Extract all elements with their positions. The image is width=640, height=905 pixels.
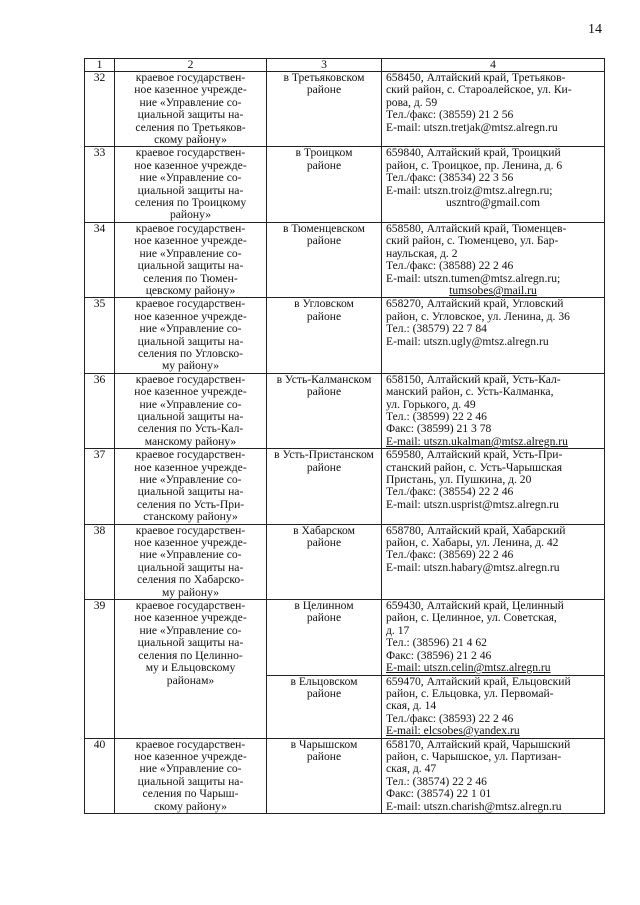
row-number: 40: [85, 738, 115, 813]
contact-address-line: Тел.: (38596) 21 4 62: [386, 636, 487, 650]
column-header: 1: [85, 59, 115, 72]
contact-address-line: 659430, Алтайский край, Целинный: [386, 599, 564, 613]
contact-address-line: район, с. Целинное, ул. Советская,: [386, 611, 557, 625]
row-number: 37: [85, 449, 115, 524]
row-number: 33: [85, 147, 115, 222]
institution-name-line: циальной защиты на-: [137, 409, 244, 423]
row-number: 39: [85, 600, 115, 738]
institution-name-line: циальной защиты на-: [137, 485, 244, 499]
district-name-line: в Угловском: [294, 297, 354, 311]
contact-address-line: 658150, Алтайский край, Усть-Кал-: [386, 372, 561, 386]
contact-address-line: Тел.: (38579) 22 7 84: [386, 322, 487, 336]
contact-address: [382, 600, 605, 675]
institution-name-line: ние «Управление со-: [139, 95, 242, 109]
contact-address-line: наульская, д. 2: [386, 246, 458, 260]
contact-address: [382, 72, 605, 147]
contact-address: [382, 298, 605, 373]
district-name-line: районе: [306, 460, 342, 474]
contact-address-line: ский район, с. Староалейское, ул. Ки-: [386, 83, 572, 97]
institution-name-line: краевое государствен-: [135, 448, 246, 462]
district-name-line: в Целинном: [294, 599, 354, 613]
contact-address-line: Факс: (38596) 21 2 46: [386, 648, 492, 662]
contact-address-line: Тел./факс: (38569) 22 2 46: [386, 548, 514, 562]
institution-name-line: селения по Троицкому: [134, 196, 247, 210]
contact-address: [382, 738, 605, 813]
institution-name: [115, 72, 267, 147]
institution-name-line: селения по Усть-При-: [136, 497, 245, 511]
table-row: [85, 738, 605, 813]
institution-name-line: ное казенное учрежде-: [134, 385, 247, 399]
institution-name-line: ное казенное учрежде-: [134, 749, 247, 763]
contact-address-line: район, с. Чарышское, ул. Партизан-: [386, 749, 562, 763]
institution-name-line: краевое государствен-: [135, 146, 246, 160]
contact-address-line: E-mail: utszn.tretjak@mtsz.alregn.ru: [386, 120, 558, 134]
column-header: 4: [382, 59, 605, 72]
contact-address: [382, 449, 605, 524]
contact-address-line: E-mail: utszn.celin@mtsz.alregn.ru: [386, 661, 551, 675]
row-number: 36: [85, 373, 115, 448]
contact-address-line: 658780, Алтайский край, Хабарский: [386, 523, 566, 537]
institution-name-line: циальной защиты на-: [137, 108, 244, 122]
district-name-line: районе: [306, 385, 342, 399]
institution-name-line: краевое государствен-: [135, 599, 246, 613]
institution-name-line: циальной защиты на-: [137, 334, 244, 348]
institution-name-line: циальной защиты на-: [137, 259, 244, 273]
contact-address-line: Пристань, ул. Пушкина, д. 20: [386, 473, 532, 486]
contact-address: [382, 675, 605, 738]
institution-name-line: краевое государствен-: [135, 523, 246, 537]
contact-address-line: рова, д. 59: [386, 95, 438, 109]
district-name: [267, 298, 382, 373]
row-number: 34: [85, 222, 115, 297]
contact-address-line: 658580, Алтайский край, Тюменцев-: [386, 221, 567, 235]
contact-address-line: район, с. Ельцовка, ул. Первомай-: [386, 686, 554, 700]
contact-address-line: ул. Горького, д. 49: [386, 397, 476, 411]
district-name: [267, 738, 382, 813]
contact-address-line: E-mail: utszn.troiz@mtsz.alregn.ru;: [386, 183, 553, 197]
institution-name-line: циальной защиты на-: [137, 636, 244, 650]
institution-name-line: му району»: [161, 359, 220, 373]
institution-name-line: му району»: [161, 585, 220, 599]
district-name-line: в Хабарском: [293, 523, 355, 537]
table-header-row: [85, 59, 605, 72]
district-name-line: в Троицком: [295, 146, 353, 160]
district-name: [267, 147, 382, 222]
district-name: [267, 524, 382, 599]
institution-name-line: ние «Управление со-: [139, 473, 242, 486]
contact-address-line: манский район, с. Усть-Калманка,: [386, 385, 554, 399]
contact-address-line: ская, д. 47: [386, 762, 437, 776]
district-name-line: в Усть-Калманском: [276, 372, 372, 386]
contact-address: [382, 147, 605, 222]
institution-name-line: скому району»: [154, 799, 227, 813]
institution-name-line: ние «Управление со-: [139, 762, 242, 776]
district-name-line: в Третьяковском: [283, 71, 365, 84]
institution-name-line: селения по Целинно-: [138, 648, 243, 662]
institution-name-line: ное казенное учрежде-: [134, 234, 247, 248]
institution-name-line: селения по Тюмен-: [143, 271, 238, 285]
district-name-line: в Ельцовском: [290, 674, 358, 688]
table-row: [85, 373, 605, 448]
contact-address-line: станский район, с. Усть-Чарышская: [386, 460, 563, 474]
contact-address-line: Факс: (38574) 22 1 01: [386, 787, 492, 801]
institution-name-line: ние «Управление со-: [139, 246, 242, 260]
institution-name-line: циальной защиты на-: [137, 183, 244, 197]
institution-name-line: ние «Управление со-: [139, 623, 242, 637]
district-name-line: районе: [306, 686, 342, 700]
institution-name-line: ние «Управление со-: [139, 322, 242, 336]
district-name-line: районе: [306, 234, 342, 248]
institution-name: [115, 373, 267, 448]
table-row: [85, 449, 605, 524]
institution-name: [115, 147, 267, 222]
institution-name-line: краевое государствен-: [135, 221, 246, 235]
contact-address-line: Тел./факс: (38588) 22 2 46: [386, 259, 514, 273]
contact-address-line: 659580, Алтайский край, Усть-При-: [386, 448, 563, 462]
table-row: [85, 298, 605, 373]
institution-name-line: селения по Хабарско-: [136, 573, 245, 587]
contact-address-line: E-mail: utszn.ugly@mtsz.alregn.ru: [386, 334, 549, 348]
district-name-line: в Усть-Пристанском: [274, 448, 374, 462]
contact-address-line: Тел./факс: (38534) 22 3 56: [386, 171, 514, 185]
table-row: [85, 147, 605, 222]
contact-address-line: район, с. Троицкое, пр. Ленина, д. 6: [386, 158, 563, 172]
institution-name-line: краевое государствен-: [135, 71, 246, 84]
contact-address-line: tumsobes@mail.ru: [449, 283, 537, 297]
institution-name-line: краевое государствен-: [135, 372, 246, 386]
institution-name-line: селения по Третьяков-: [135, 120, 246, 134]
contact-address-line: 658450, Алтайский край, Третьяков-: [386, 71, 566, 84]
district-name-line: районе: [306, 536, 342, 550]
institution-name: [115, 600, 267, 738]
institution-name: [115, 738, 267, 813]
institution-name-line: ние «Управление со-: [139, 171, 242, 185]
district-name-line: районе: [306, 749, 342, 763]
institution-name-line: краевое государствен-: [135, 297, 246, 311]
institution-name: [115, 449, 267, 524]
institution-name: [115, 298, 267, 373]
contact-address-line: 658270, Алтайский край, Угловский: [386, 297, 564, 311]
contact-address-line: ский район, с. Тюменцево, ул. Бар-: [386, 234, 559, 248]
contact-address-line: д. 17: [386, 623, 410, 637]
institution-name-line: ное казенное учрежде-: [134, 536, 247, 550]
table-body: [85, 72, 605, 814]
contact-address-line: E-mail: elcsobes@yandex.ru: [386, 724, 520, 738]
contact-address-line: Факс: (38599) 21 3 78: [386, 422, 492, 436]
contact-address-line: uszntro@gmail.com: [445, 196, 541, 210]
contact-address-line: Тел./факс: (38593) 22 2 46: [386, 711, 514, 725]
contact-address-line: 659470, Алтайский край, Ельцовский: [386, 674, 571, 688]
institutions-table: [84, 58, 605, 814]
institution-name-line: ное казенное учрежде-: [134, 611, 247, 625]
contact-address-line: район, с. Хабары, ул. Ленина, д. 42: [386, 536, 559, 550]
district-name: [267, 222, 382, 297]
page-number: 14: [588, 22, 602, 37]
row-number: 32: [85, 72, 115, 147]
contact-address-line: E-mail: utszn.usprist@mtsz.alregn.ru: [386, 497, 559, 511]
institution-name-line: селения по Чарыш-: [142, 787, 239, 801]
table-row: [85, 72, 605, 147]
institution-name-line: ние «Управление со-: [139, 548, 242, 562]
institution-name-line: селения по Угловско-: [137, 346, 244, 360]
contact-address-line: Тел.: (38599) 22 2 46: [386, 409, 487, 423]
district-name: [267, 449, 382, 524]
contact-address-line: ская, д. 14: [386, 699, 437, 713]
contact-address-line: район, с. Угловское, ул. Ленина, д. 36: [386, 309, 570, 323]
contact-address: [382, 373, 605, 448]
contact-address-line: E-mail: utszn.tumen@mtsz.alregn.ru;: [386, 271, 561, 285]
institution-name-line: скому району»: [154, 133, 227, 147]
row-number: 35: [85, 298, 115, 373]
table-row: [85, 600, 605, 675]
district-name-line: в Тюменцевском: [283, 221, 365, 235]
institution-name: [115, 222, 267, 297]
institution-name-line: ное казенное учрежде-: [134, 158, 247, 172]
district-name: [267, 675, 382, 738]
institution-name-line: району»: [169, 208, 212, 222]
district-name-line: районе: [306, 158, 342, 172]
district-name-line: районе: [306, 83, 342, 97]
contact-address-line: 659840, Алтайский край, Троицкий: [386, 146, 561, 160]
contact-address-line: Тел./факс: (38554) 22 2 46: [386, 485, 514, 499]
row-number: 38: [85, 524, 115, 599]
institution-name-line: цевскому району»: [145, 283, 236, 297]
column-header: 2: [115, 59, 267, 72]
contact-address: [382, 222, 605, 297]
contact-address-line: E-mail: utszn.habary@mtsz.alregn.ru: [386, 560, 560, 574]
contact-address-line: Тел.: (38574) 22 2 46: [386, 774, 487, 788]
district-name-line: районе: [306, 611, 342, 625]
district-name: [267, 373, 382, 448]
institution-name-line: ное казенное учрежде-: [134, 460, 247, 474]
district-name: [267, 72, 382, 147]
institution-name-line: ное казенное учрежде-: [134, 309, 247, 323]
institution-name-line: селения по Усть-Кал-: [137, 422, 244, 436]
institution-name-line: му и Ельцовскому: [145, 661, 236, 675]
institution-name-line: циальной защиты на-: [137, 560, 244, 574]
contact-address: [382, 524, 605, 599]
institution-name-line: станскому району»: [143, 510, 238, 524]
contact-address-line: E-mail: utszn.charish@mtsz.alregn.ru: [386, 799, 562, 813]
table-row: [85, 222, 605, 297]
institution-name-line: манскому району»: [144, 434, 237, 448]
institution-name-line: ние «Управление со-: [139, 397, 242, 411]
column-header: 3: [267, 59, 382, 72]
district-name-line: в Чарышском: [290, 737, 358, 751]
contact-address-line: E-mail: utszn.ukalman@mtsz.alregn.ru: [386, 434, 568, 448]
district-name: [267, 600, 382, 675]
institution-name-line: ное казенное учрежде-: [134, 83, 247, 97]
institution-name-line: районам»: [166, 673, 215, 687]
contact-address-line: 658170, Алтайский край, Чарышский: [386, 737, 571, 751]
district-name-line: районе: [306, 309, 342, 323]
institution-name: [115, 524, 267, 599]
contact-address-line: Тел./факс: (38559) 21 2 56: [386, 108, 514, 122]
institution-name-line: циальной защиты на-: [137, 774, 244, 788]
table-row: [85, 524, 605, 599]
institution-name-line: краевое государствен-: [135, 737, 246, 751]
